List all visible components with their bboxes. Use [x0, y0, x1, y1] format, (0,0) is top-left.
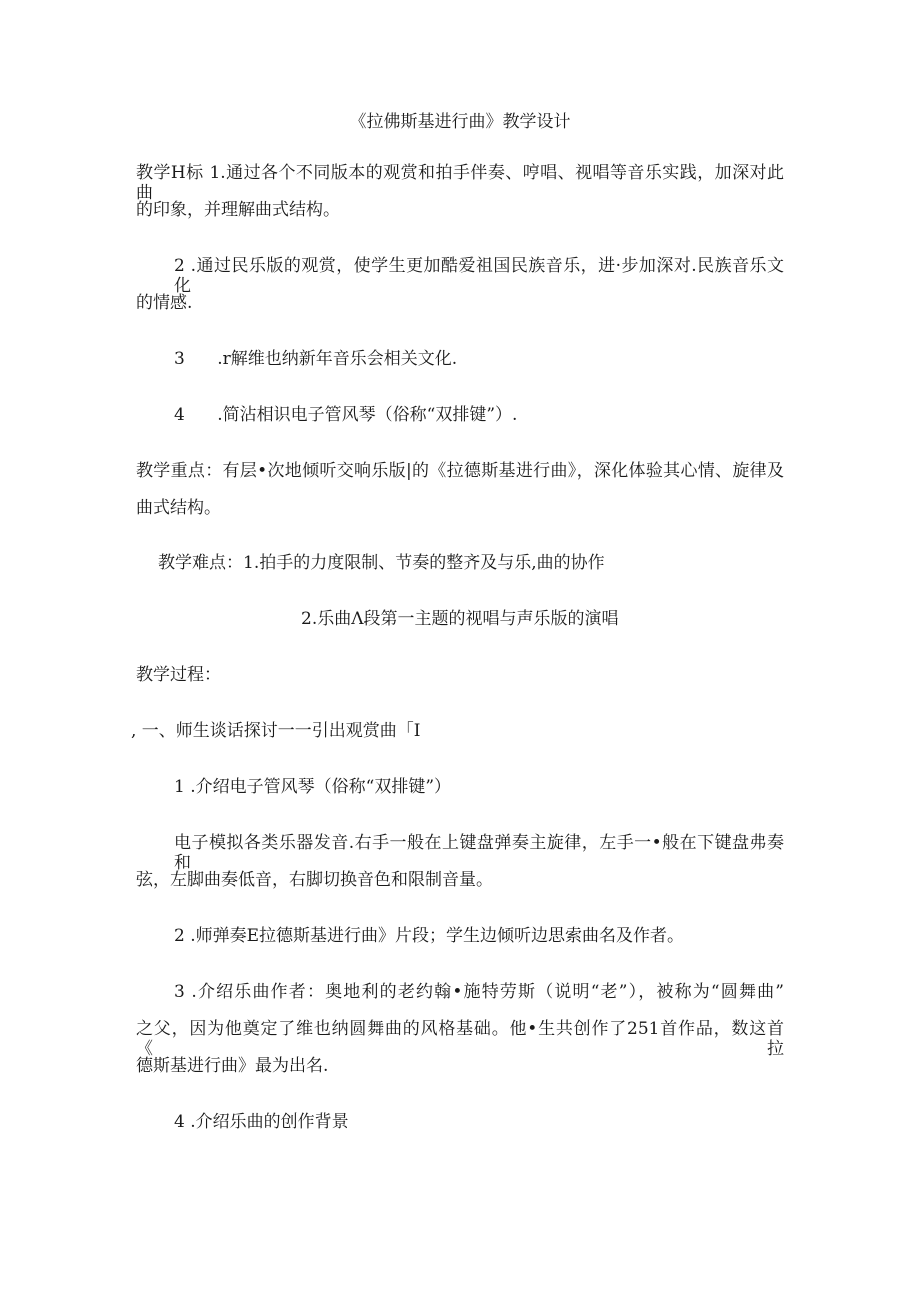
key-point-line-1: 教学重点：有层•次地倾听交响乐版|的《拉德斯基进行曲》，深化体验其心情、旋律及 [136, 461, 784, 481]
item-3-line-1: 3 .介绍乐曲作者：奥地利的老约翰•施特劳斯（说明“老”），被称为“圆舞曲” [174, 982, 784, 1002]
document-title: 《拉佛斯基进行曲》教学设计 [349, 112, 571, 132]
key-point-line-2: 曲式结构。 [136, 498, 221, 518]
item-2: 2 .师弹奏E拉德斯基进行曲》片段；学生边倾听边思索曲名及作者。 [174, 926, 685, 946]
item-1-body-line-2: 弦，左脚曲奏低音，右脚切换音色和限制音量。 [136, 870, 493, 890]
teaching-goal-line-1: 教学H标 1.通过各个不同版本的观赏和拍手伴奏、哼唱、视唱等音乐实践，加深对此曲 [136, 163, 784, 203]
item-4: 4 .介绍乐曲的创作背景 [174, 1112, 349, 1132]
teaching-goal-line-2: 的印象，并理解曲式结构。 [136, 200, 340, 220]
difficulty-line-2: 2.乐曲Λ段第一主题的视唱与声乐版的演唱 [301, 609, 619, 629]
item-1-body-line-1: 电子模拟各类乐器发音.右手一般在上键盘弹奏主旋律，左手一•般在下键盘弗奏和 [174, 833, 784, 873]
teaching-goal-2-line-2: 的情感. [136, 293, 193, 313]
teaching-goal-2-line-1: 2 .通过民乐版的观赏，使学生更加酷爱祖国民族音乐，进·步加深对.民族音乐文化 [174, 256, 784, 296]
item-1-heading: 1 .介绍电子管风琴（俗称“双排键”） [174, 777, 452, 797]
teaching-goal-4: 4 .简沾相识电子管风琴（俗称“双排键”）. [174, 405, 518, 425]
item-3-line-3: 德斯基进行曲》最为出名. [136, 1056, 329, 1076]
teaching-goal-3: 3 .r解维也纳新年音乐会相关文化. [174, 349, 458, 369]
section-heading-1: , 一、师生谈话探讨一一引出观赏曲「I [131, 721, 421, 741]
process-label: 教学过程： [136, 665, 221, 685]
item-3-line-2: 之父，因为他奠定了维也纳圆舞曲的风格基础。他•生共创作了251首作品，数这首《拉 [136, 1019, 784, 1059]
difficulty-line-1: 教学难点：1.拍手的力度限制、节奏的整齐及与乐,曲的协作 [158, 553, 605, 573]
